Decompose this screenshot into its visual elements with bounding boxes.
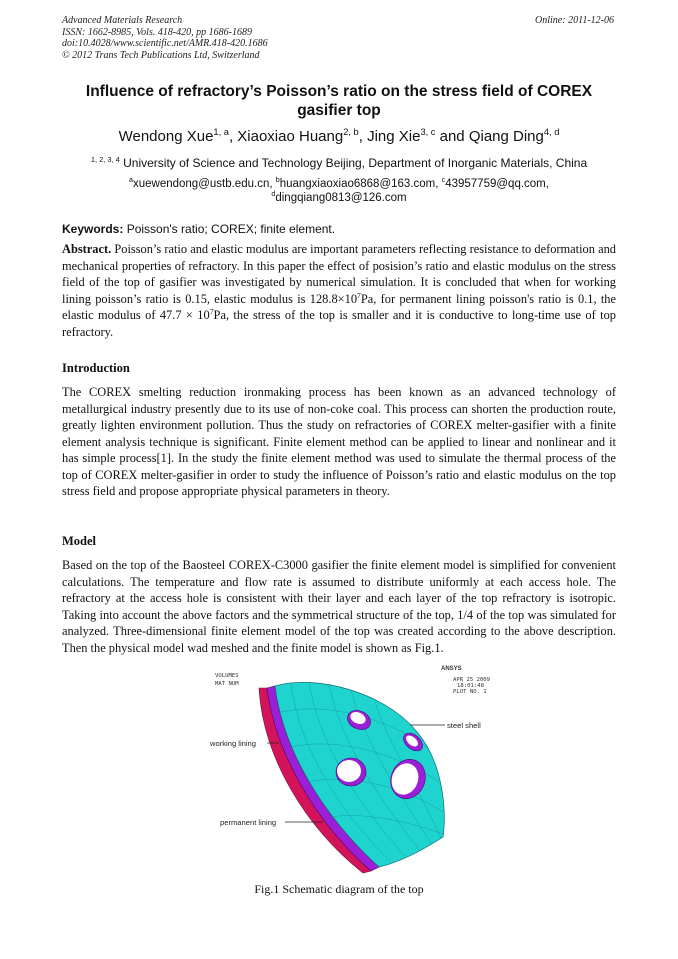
journal-name: Advanced Materials Research	[62, 15, 183, 26]
author-list: Wendong Xue$^{1, a}$, Xiaoxiao Huang$^{2, b}$, Jing Xie$^{3, c}$ and Qiang Ding$^{4, d}$	[118, 127, 560, 145]
doi-line: doi:10.4028/www.scientific.net/AMR.418-420.1686	[62, 38, 268, 50]
email-link[interactable]: dingqiang0813@126.com	[275, 192, 407, 204]
author-sup: 3, c	[420, 127, 436, 137]
affiliation-text: University of Science and Technology Beijing, Department of Inorganic Materials, China	[123, 156, 588, 170]
email-link[interactable]: xuewendong@ustb.edu.cn	[132, 178, 270, 190]
figure-fem-model	[195, 662, 491, 877]
ansys-date-line: APR 25 2009	[453, 677, 491, 683]
author-sup: 4, d	[543, 127, 560, 137]
affiliation	[62, 156, 616, 170]
author-name: Qiang Ding	[468, 128, 544, 145]
ansys-logo: ANSYS	[441, 666, 462, 672]
keywords	[62, 222, 616, 236]
author-name: Wendong Xue	[118, 128, 214, 145]
label-permanent-lining: permanent lining	[220, 818, 277, 827]
model-text: Based on the top of the Baosteel COREX-C3000 gasifier the finite element model is simplified for convenient calculations. The temperature and flow rate is assumed to distribute uniformly at each access hole. The refractory at the access hole is consistent with their layer and each layer of the top refractory is isotropic. Taking into account the above factors and the symmetrical structure of the top, 1/4 of the top was simulated for analyzed. Three-dimensional finite element model of the top was created according to the above description. Then the physical model wad meshed and the finite model is shown as Fig.1.	[62, 558, 616, 655]
online-date: Online: 2011-12-06	[535, 15, 614, 26]
author-name: Xiaoxiao Huang	[237, 128, 344, 145]
affiliation-sup: 1, 2, 3, 4	[90, 155, 120, 164]
label-steel-shell: steel shell	[447, 721, 481, 730]
abstract-label: Abstract.	[62, 242, 112, 256]
ansys-info-line: VOLUMES	[215, 673, 239, 679]
keywords-text: Poisson's ratio; COREX; finite element.	[126, 222, 336, 236]
paper-title: Influence of refractory’s Poisson’s ratio on the stress field of COREX gasifier top	[85, 83, 593, 119]
copyright-line: © 2012 Trans Tech Publications Ltd, Switzerland	[62, 49, 260, 61]
introduction-heading: Introduction	[62, 361, 130, 375]
email-link[interactable]: huangxiaoxiao6868@163.com	[279, 178, 436, 190]
issn-line: ISSN: 1662-8985, Vols. 418-420, pp 1686-1689	[62, 26, 252, 38]
email-link[interactable]: 43957759@qq.com	[445, 178, 546, 190]
ansys-date-line: 18:01:48	[457, 683, 484, 689]
keywords-label: Keywords:	[62, 222, 124, 236]
model-heading: Model	[62, 534, 97, 548]
figure-caption: Fig.1 Schematic diagram of the top	[254, 882, 424, 896]
abstract: Abstract. Poisson’s ratio and elastic modulus are important parameters reflecting resistance to deformation and mechanical properties of refractory. In this paper the effect of posision’s ratio and elastic modulus on the stress field of the top of gasifier was investigated by numerical simulation. It is concluded that when for working lining poisson’s ratio is 0.15, elastic modulus is $128.8\times 10^7Pa$, for permanent lining poisson's ratio is 0.1, the elastic modulus of $47.7 \times 10^7Pa$, the stress of the top is smaller and it is conductive to long-time use of top refractory.	[62, 242, 616, 339]
email-list: $^a$xuewendong@ustb.edu.cn, $^b$huangxiaoxiao6868@163.com, $^c$43957759@qq.com, $^d$dingqiang0813@126.com	[129, 176, 549, 204]
author-sup: 2, b	[343, 127, 359, 137]
author-sup: 1, a	[213, 127, 229, 137]
label-working-lining: working lining	[210, 739, 257, 748]
ansys-info-line: MAT NUM	[215, 681, 239, 687]
introduction-text: The COREX smelting reduction ironmaking process has been known as an advanced technology of metallurgical industry presently due to its use of non-coke coal. This process can shorten the production route, greatly lighten environment pollution. Thus the study on refractories of COREX melter-gasifier with a finite element analysis technique is significant. Finite element method can be applied to linear and nonlinear and it has simple process[1]. In the study the finite element method was used to simulate the thermal process of the top of COREX melter-gasifier in order to study the influence of Poisson’s ratio and elastic modulus on the top stress field and propose appropriate physical parameters in theory.	[62, 385, 616, 498]
author-name: Jing Xie	[367, 128, 421, 145]
journal-header	[62, 15, 268, 61]
ansys-date-line: PLOT NO. 1	[453, 689, 487, 695]
